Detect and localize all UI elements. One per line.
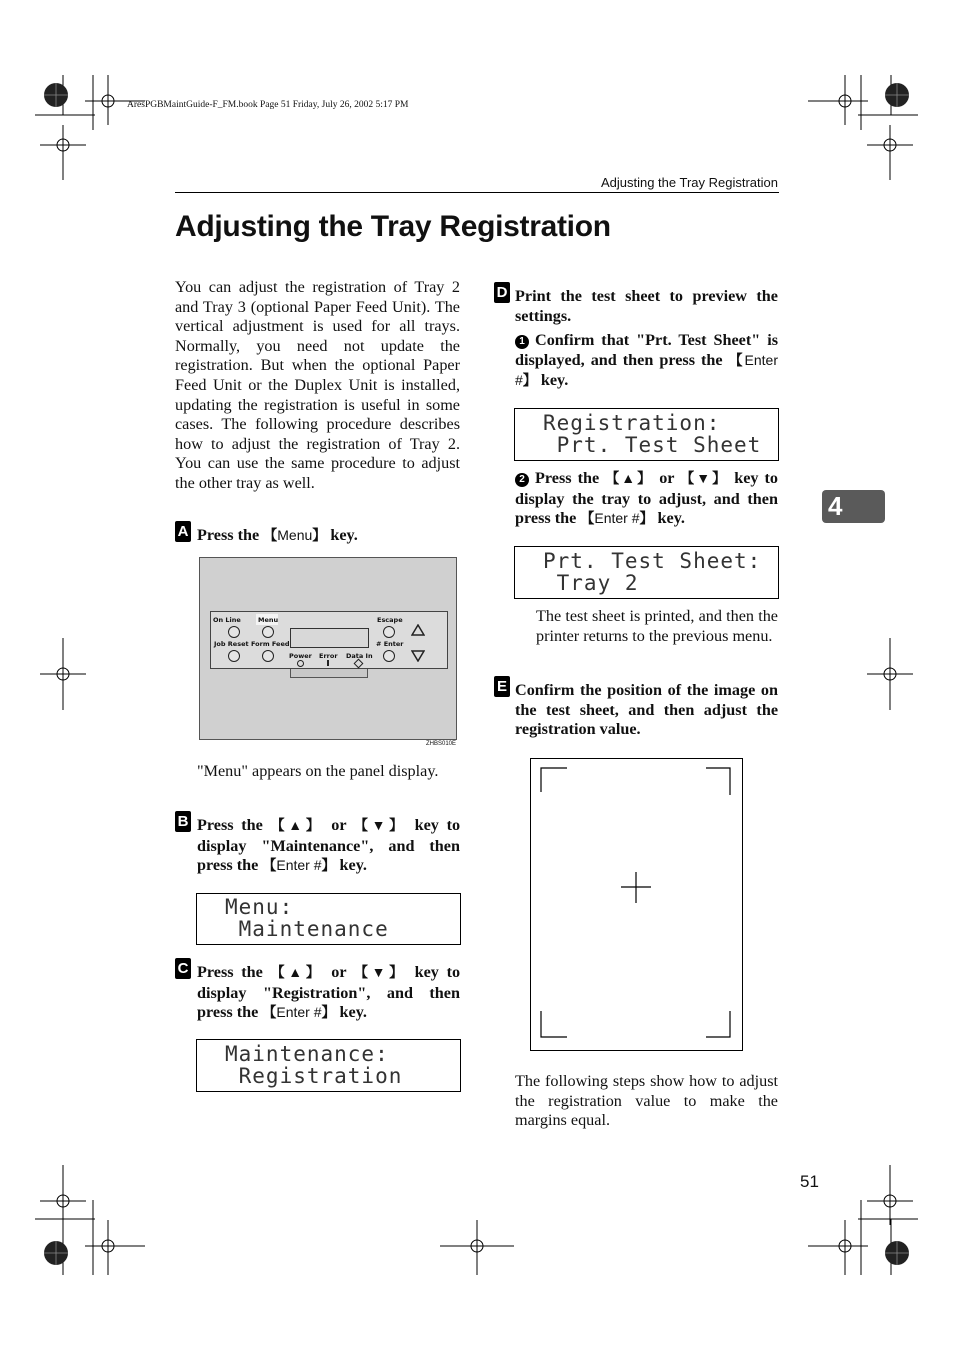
- menu-key-label: Menu: [277, 527, 313, 543]
- test-sheet-illustration: [530, 758, 743, 1051]
- book-info: AresPGBMaintGuide-F_FM.book Page 51 Friday, July 26, 2002 5:17 PM: [127, 100, 409, 110]
- enter-label: # Enter: [376, 640, 404, 648]
- up-key-icon: ▲: [288, 817, 306, 833]
- page-number: 51: [800, 1172, 819, 1191]
- lcd-display-test-sheet: [514, 546, 779, 599]
- up-key-icon: ▲: [621, 470, 638, 486]
- enter-key-label: Enter #: [276, 857, 322, 874]
- up-key-icon: ▲: [288, 964, 306, 980]
- step-4-substep-1: 1 Confirm that "Prt. Test Sheet" is displayed, and then press the 【Enter #】 key.: [515, 331, 778, 390]
- error-label: Error: [319, 652, 338, 660]
- step-5-note: The following steps show how to adjust the registration value to make the margins equal.: [515, 1072, 778, 1130]
- step-5-number: E: [494, 676, 510, 697]
- page-title: Adjusting the Tray Registration: [175, 210, 611, 243]
- control-panel-illustration: [199, 557, 457, 740]
- enter-key-label: Enter #: [276, 1004, 322, 1021]
- menu-label: Menu: [258, 616, 279, 624]
- up-arrow-icon: [411, 624, 425, 636]
- down-key-icon: ▼: [371, 817, 390, 833]
- job-reset-button-icon: [228, 650, 240, 662]
- escape-label: Escape: [377, 616, 403, 624]
- substep-2-marker: 2: [515, 473, 529, 487]
- lcd-display-registration: [514, 408, 779, 461]
- lcd-line-2: Registration: [225, 1064, 403, 1088]
- panel-lip: [290, 669, 368, 678]
- lcd-line-1: Prt. Test Sheet:: [543, 549, 762, 573]
- running-head: Adjusting the Tray Registration: [600, 175, 778, 190]
- lcd-line-2: Tray 2: [543, 571, 639, 595]
- intro-paragraph: You can adjust the registration of Tray 2 and Tray 3 (optional Paper Feed Unit). The vertical adjustment is used for all trays. Normally, you need not update the registration. But when the optional Paper Feed Unit or the Duplex Unit is installed, updating the registration is useful in some cases. The following procedure describes how to adjust the registration of Tray 2. You can use the same procedure to adjust the other tray as well.: [175, 278, 460, 492]
- escape-button-icon: [383, 626, 395, 638]
- error-indicator-icon: [327, 660, 329, 666]
- lcd-line-2: Maintenance: [225, 917, 389, 941]
- step-4-substep-2: 2 Press the 【▲】 or 【▼】 key to display the tray to adjust, and then press the 【Enter #】 key.: [515, 469, 779, 528]
- header-rule: [175, 192, 779, 193]
- form-feed-label: Form Feed: [251, 640, 290, 648]
- step-4-text: Print the test sheet to preview the settings.: [515, 287, 778, 325]
- power-label: Power: [289, 652, 312, 660]
- online-button-icon: [228, 626, 240, 638]
- form-feed-button-icon: [262, 650, 274, 662]
- step-5-text: Confirm the position of the image on the test sheet, and then adjust the registration value.: [515, 681, 778, 739]
- lcd-display-menu: [196, 893, 461, 945]
- step-2-number: B: [175, 811, 191, 832]
- step-4-number: D: [494, 282, 510, 303]
- step-1-text: Press the 【Menu】 key.: [197, 526, 358, 544]
- lcd-line-2: Prt. Test Sheet: [543, 433, 762, 457]
- lcd-line-1: Registration:: [543, 411, 721, 435]
- down-key-icon: ▼: [696, 470, 713, 486]
- down-arrow-icon: [411, 650, 425, 662]
- step-1-number: A: [175, 521, 191, 542]
- down-key-icon: ▼: [371, 964, 390, 980]
- figure-code: ZHBS010E: [426, 741, 457, 747]
- power-indicator-icon: [297, 660, 304, 667]
- control-panel-face: [210, 611, 448, 669]
- lcd-line-1: Menu:: [225, 895, 294, 919]
- data-in-label: Data In: [346, 652, 373, 660]
- enter-key-label: Enter #: [515, 351, 778, 389]
- job-reset-label: Job Reset: [214, 640, 249, 648]
- enter-key-label: Enter #: [594, 510, 640, 527]
- menu-button-icon: [262, 626, 274, 638]
- step-2-text: Press the 【▲】 or 【▼】 key to display "Maintenance", and then press the 【Enter #】 key.: [197, 816, 461, 875]
- online-label: On Line: [213, 616, 241, 624]
- data-in-indicator-icon: [354, 659, 364, 669]
- step-4-note: The test sheet is printed, and then the printer returns to the previous menu.: [536, 607, 778, 645]
- step-3-text: Press the 【▲】 or 【▼】 key to display "Registration", and then press the 【Enter #】 key.: [197, 963, 461, 1022]
- lcd-window: [290, 628, 369, 648]
- registration-marks-icon: [531, 759, 742, 1050]
- chapter-tab: 4: [822, 490, 885, 523]
- enter-button-icon: [383, 650, 395, 662]
- substep-1-marker: 1: [515, 335, 529, 349]
- lcd-display-maintenance: [196, 1039, 461, 1092]
- step-1-note: "Menu" appears on the panel display.: [197, 762, 439, 780]
- step-3-number: C: [175, 958, 191, 979]
- lcd-line-1: Maintenance:: [225, 1042, 389, 1066]
